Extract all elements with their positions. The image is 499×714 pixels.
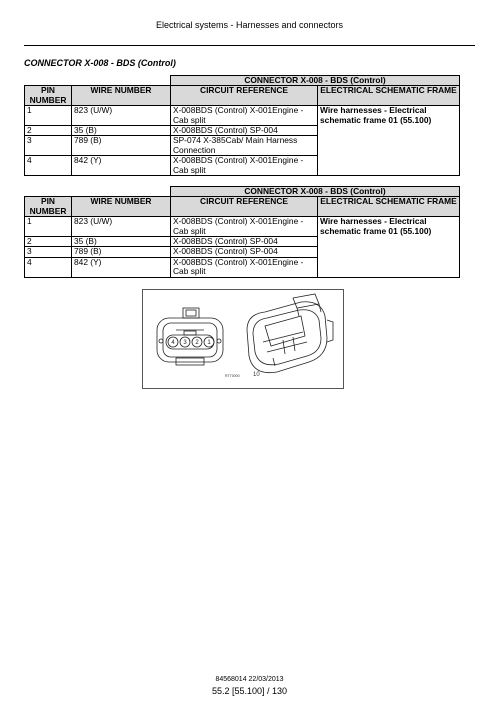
footer-page-number: 55.2 [55.100] / 130 <box>211 686 288 696</box>
table-caption: CONNECTOR X-008 - BDS (Control) <box>171 76 460 86</box>
header-circuit-reference: CIRCUIT REFERENCE <box>171 197 318 217</box>
pin-cell: 3 <box>25 136 72 156</box>
pin-cell: 1 <box>25 217 72 237</box>
wire-cell: 842 (Y) <box>72 156 171 176</box>
connector-figure <box>142 289 344 389</box>
header-wire-number: WIRE NUMBER <box>72 86 171 106</box>
table-caption: CONNECTOR X-008 - BDS (Control) <box>171 187 460 197</box>
circuit-cell: SP-074 X-385Cab/ Main Harness Connection <box>171 136 318 156</box>
table-spacer <box>25 187 171 197</box>
pin-cell: 1 <box>25 106 72 126</box>
wire-cell: 823 (U/W) <box>72 106 171 126</box>
connector-table-1 <box>24 75 460 176</box>
wire-cell: 789 (B) <box>72 247 171 257</box>
frame-cell: Wire harnesses - Electrical schematic frame 01 (55.100) <box>318 106 460 176</box>
header-schematic-frame: ELECTRICAL SCHEMATIC FRAME <box>318 86 460 106</box>
pin-cell: 2 <box>25 237 72 247</box>
frame-cell: Wire harnesses - Electrical schematic frame 01 (55.100) <box>318 217 460 277</box>
pin-cell: 4 <box>25 156 72 176</box>
pin-cell: 4 <box>25 257 72 277</box>
wire-cell: 789 (B) <box>72 136 171 156</box>
header-pin-number: PIN NUMBER <box>25 86 72 106</box>
wire-cell: 35 (B) <box>72 126 171 136</box>
connector-drawing <box>143 290 345 390</box>
circuit-cell: X-008BDS (Control) X-001Engine - Cab split <box>171 257 318 277</box>
circuit-cell: X-008BDS (Control) X-001Engine - Cab split <box>171 106 318 126</box>
circuit-cell: X-008BDS (Control) X-001Engine - Cab split <box>171 217 318 237</box>
connector-isometric-view <box>247 294 333 373</box>
circuit-cell: X-008BDS (Control) SP-004 <box>171 126 318 136</box>
table-row <box>25 217 460 237</box>
pin-cell: 2 <box>25 126 72 136</box>
header-wire-number: WIRE NUMBER <box>72 197 171 217</box>
pin-label-2: 2 <box>195 340 199 347</box>
wire-cell: 823 (U/W) <box>72 217 171 237</box>
circuit-cell: X-008BDS (Control) SP-004 <box>171 237 318 247</box>
figure-number: 10 <box>253 372 260 378</box>
footer-document-code: 84568014 22/03/2013 <box>215 676 284 683</box>
header-pin-number: PIN NUMBER <box>25 197 72 217</box>
connector-table-2 <box>24 186 460 278</box>
connector-face-view <box>157 308 223 365</box>
page-header-title: Electrical systems - Harnesses and connectors <box>155 20 344 30</box>
table-row <box>25 106 460 126</box>
pin-label-1: 1 <box>207 340 211 347</box>
header-divider <box>24 45 475 46</box>
pin-cell: 3 <box>25 247 72 257</box>
header-schematic-frame: ELECTRICAL SCHEMATIC FRAME <box>318 197 460 217</box>
section-title: CONNECTOR X-008 - BDS (Control) <box>24 58 176 68</box>
wire-cell: 35 (B) <box>72 237 171 247</box>
pin-label-4: 4 <box>171 340 175 347</box>
wire-cell: 842 (Y) <box>72 257 171 277</box>
figure-reference-code: RTT0000 <box>225 374 240 378</box>
header-circuit-reference: CIRCUIT REFERENCE <box>171 86 318 106</box>
circuit-cell: X-008BDS (Control) SP-004 <box>171 247 318 257</box>
pin-label-3: 3 <box>183 340 187 347</box>
table-spacer <box>25 76 171 86</box>
circuit-cell: X-008BDS (Control) X-001Engine - Cab split <box>171 156 318 176</box>
